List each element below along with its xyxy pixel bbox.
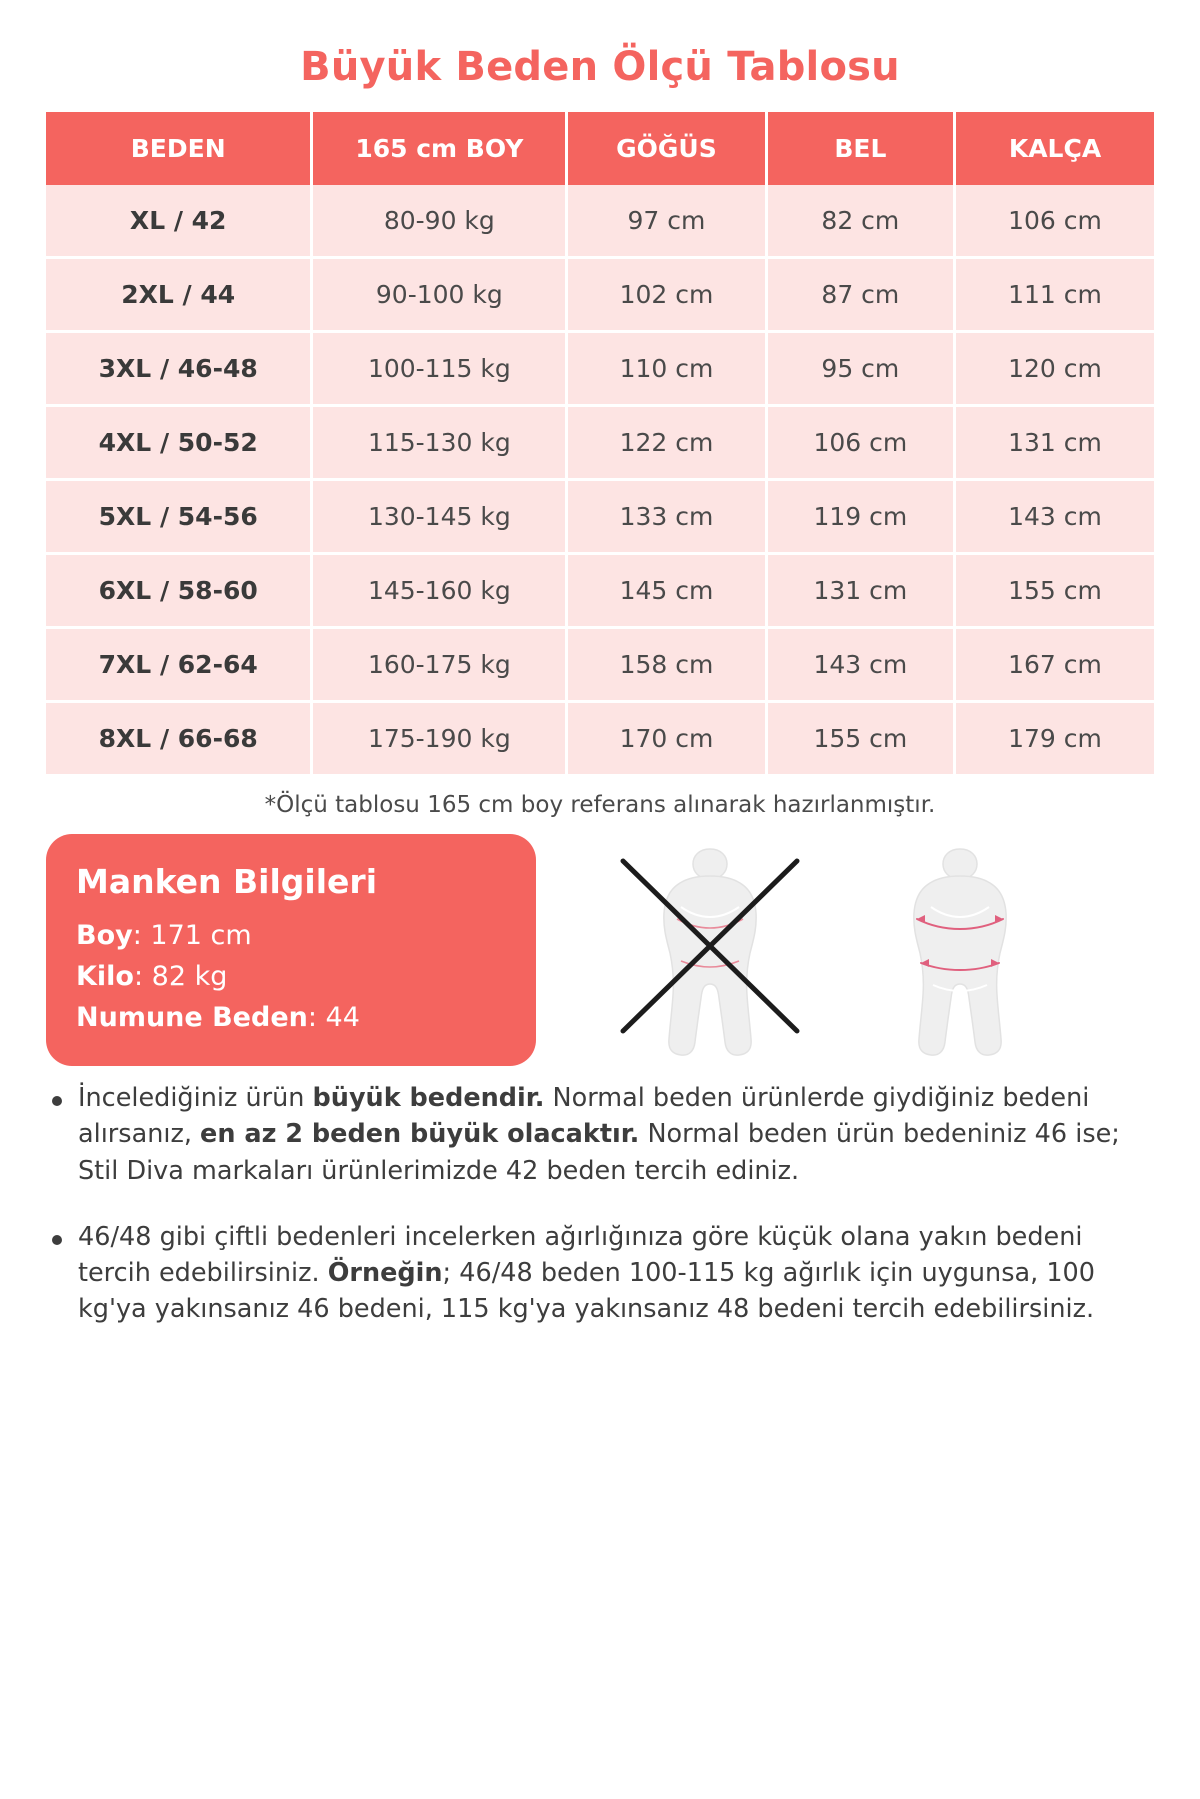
note-2-part-1: 46/48 gibi çiftli bedenleri incelerken ağırlığınıza göre küçük olana yakın bedeni tercih edebilirsiniz. [78,1221,1083,1288]
model-and-figures-row [46,834,1154,1066]
note-1-part-1: İncelediğiniz ürün [78,1083,313,1114]
model-weight-label: Kilo [76,961,134,993]
cell-boy: 160-175 kg [312,628,567,702]
bullet-dot-icon [52,1235,62,1245]
size-table-body [46,185,1154,774]
cell-bel: 87 cm [766,258,954,332]
cell-kalca: 155 cm [955,554,1154,628]
cell-kalca: 179 cm [955,702,1154,775]
list-item [52,1080,1148,1189]
model-sample-size-value: : 44 [307,1002,360,1034]
cell-beden: 7XL / 62-64 [46,628,312,702]
note-text-2 [78,1219,1148,1328]
cell-gogus: 110 cm [567,332,766,406]
bullet-dot-icon [52,1096,62,1106]
model-sample-size-label: Numune Beden [76,1002,308,1034]
cell-gogus: 97 cm [567,185,766,258]
note-1-part-4: en az 2 beden büyük olacaktır. [200,1119,640,1150]
correct-measurement-figure [855,835,1065,1065]
incorrect-measurement-figure [605,835,815,1065]
cell-kalca: 131 cm [955,406,1154,480]
cell-kalca: 111 cm [955,258,1154,332]
note-1-part-3: Normal beden ürünlerde giydiğiniz bedeni alırsanız, [78,1083,1090,1150]
cell-beden: 2XL / 44 [46,258,312,332]
cell-kalca: 143 cm [955,480,1154,554]
table-row [46,628,1154,702]
cell-kalca: 106 cm [955,185,1154,258]
column-header-beden: BEDEN [46,112,312,185]
table-footnote: *Ölçü tablosu 165 cm boy referans alınarak hazırlanmıştır. [264,792,936,818]
size-table-head [46,112,1154,185]
cell-gogus: 158 cm [567,628,766,702]
notes-list [46,1080,1154,1327]
model-info-card [46,834,536,1066]
cell-boy: 100-115 kg [312,332,567,406]
cell-bel: 95 cm [766,332,954,406]
cell-kalca: 167 cm [955,628,1154,702]
column-header-boy: 165 cm BOY [312,112,567,185]
size-table-container [40,112,1160,774]
model-height-line [76,915,506,956]
cell-bel: 106 cm [766,406,954,480]
cell-boy: 90-100 kg [312,258,567,332]
cell-bel: 155 cm [766,702,954,775]
cell-beden: 8XL / 66-68 [46,702,312,775]
note-text-1 [78,1080,1148,1189]
cell-beden: 5XL / 54-56 [46,480,312,554]
note-1-part-2: büyük bedendir. [312,1083,545,1114]
cell-boy: 115-130 kg [312,406,567,480]
cell-boy: 145-160 kg [312,554,567,628]
table-row [46,332,1154,406]
size-table [46,112,1154,774]
cell-boy: 130-145 kg [312,480,567,554]
cell-gogus: 133 cm [567,480,766,554]
model-info-heading: Manken Bilgileri [76,862,378,901]
table-header-row [46,112,1154,185]
cell-bel: 82 cm [766,185,954,258]
column-header-kalca: KALÇA [955,112,1154,185]
column-header-gogus: GÖĞÜS [567,112,766,185]
table-row [46,258,1154,332]
cell-beden: 6XL / 58-60 [46,554,312,628]
measurement-figures [546,834,1154,1066]
table-row [46,702,1154,775]
note-1-part-5: Normal beden ürün bedeniniz 46 ise; Stil Diva markaları ürünlerimizde 42 beden tercih ediniz. [78,1119,1120,1186]
cell-beden: XL / 42 [46,185,312,258]
cell-boy: 175-190 kg [312,702,567,775]
cell-gogus: 122 cm [567,406,766,480]
table-row [46,185,1154,258]
cell-gogus: 145 cm [567,554,766,628]
model-weight-line [76,956,506,997]
cell-beden: 4XL / 50-52 [46,406,312,480]
page-title: Büyük Beden Ölçü Tablosu [300,44,900,90]
cell-boy: 80-90 kg [312,185,567,258]
cell-beden: 3XL / 46-48 [46,332,312,406]
table-row [46,480,1154,554]
column-header-bel: BEL [766,112,954,185]
model-height-value: : 171 cm [132,920,252,951]
cell-bel: 119 cm [766,480,954,554]
cell-gogus: 170 cm [567,702,766,775]
cell-bel: 143 cm [766,628,954,702]
cell-gogus: 102 cm [567,258,766,332]
model-height-label: Boy [76,920,133,951]
list-item [52,1219,1148,1328]
model-weight-value: : 82 kg [133,961,228,993]
table-row [46,554,1154,628]
cell-bel: 131 cm [766,554,954,628]
note-2-part-3: ; 46/48 beden 100-115 kg ağırlık için uygunsa, 100 kg'ya yakınsanız 46 bedeni, 115 kg'ya yakınsanız 48 bedeni tercih edebilirsiniz. [78,1257,1096,1325]
table-row [46,406,1154,480]
cell-kalca: 120 cm [955,332,1154,406]
model-sample-size-line [76,997,506,1038]
note-2-part-2: Örneğin [327,1257,443,1288]
